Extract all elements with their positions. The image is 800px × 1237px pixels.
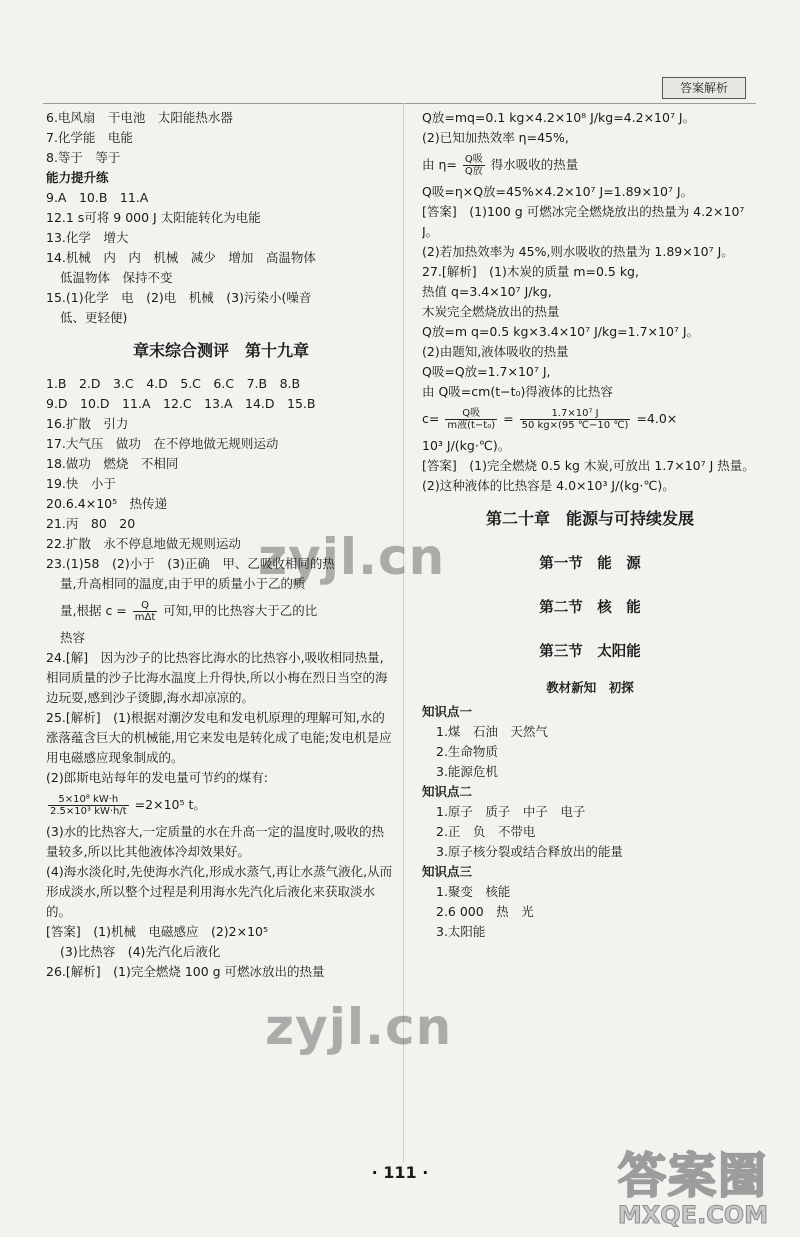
answer-line: 热值 q=3.4×10⁷ J/kg, [422,284,552,299]
subsection-heading: 教材新知 初探 [546,680,634,695]
answer-line: 15.(1)化学 电 (2)电 机械 (3)污染小(噪音 [46,290,312,305]
formula-text: = [503,411,514,426]
formula-line [422,402,758,436]
chapter-19-heading: 章末综合测评 第十九章 [132,341,309,360]
header-rule [43,103,756,104]
fraction [463,154,485,177]
formula-line [422,148,758,182]
answer-line: 1.原子 质子 中子 电子 [436,804,586,819]
answer-line: 2.生命物质 [436,744,498,759]
section-heading: 第三节 太阳能 [539,644,641,660]
formula-text: 由 η= [422,157,457,172]
answer-line: (2)已知加热效率 η=45%, [422,130,569,145]
answer-paragraph: 25.[解析] (1)根据对潮汐发电和发电机原理的理解可知,水的涨落蕴含巨大的机械能,用它来发电是转化成了电能;发电机是应用电磁感应现象制成的。 [46,710,392,765]
answer-paragraph: 24.[解] 因为沙子的比热容比海水的比热容小,吸收相同热量,相同质量的沙子比海水温度上升得快,所以小梅在烈日当空的海边玩耍,感到沙子烫脚,海水却凉凉的。 [46,650,388,705]
answer-paragraph: (2)若加热效率为 45%,则水吸收的热量为 1.89×10⁷ J。 [422,244,734,259]
answer-line: 19.快 小于 [46,476,116,491]
answer-line: 木炭完全燃烧放出的热量 [422,304,560,319]
answer-line: 23.(1)58 (2)小于 (3)正确 甲、乙吸收相同的热 [46,556,335,571]
answer-line: 量,升高相同的温度,由于甲的质量小于乙的质 [60,576,306,591]
fraction [445,408,497,431]
section-heading: 第一节 能 源 [539,556,641,572]
answer-line: 18.做功 燃烧 不相同 [46,456,179,471]
answer-line: (2)郎斯电站每年的发电量可节约的煤有: [46,770,268,785]
fraction-denominator: 2.5×10³ kW·h/t [50,806,127,817]
answer-line: 低、更轻便) [60,310,128,325]
answer-line: 7.化学能 电能 [46,130,133,145]
right-column [422,108,758,942]
fraction-denominator: Q放 [464,166,483,177]
answer-line: 17.大气压 做功 在不停地做无规则运动 [46,436,279,451]
answer-line: 2.6 000 热 光 [436,904,534,919]
answer-line: Q吸=Q放=1.7×10⁷ J, [422,364,551,379]
answer-line: Q放=m q=0.5 kg×3.4×10⁷ J/kg=1.7×10⁷ J。 [422,324,700,339]
answer-line: 9.D 10.D 11.A 12.C 13.A 14.D 15.B [46,396,316,411]
answer-line: 9.A 10.B 11.A [46,190,149,205]
answer-line: 3.太阳能 [436,924,486,939]
answer-line: 3.能源危机 [436,764,498,779]
formula-text: 可知,甲的比热容大于乙的比 [163,603,318,618]
answer-line: (3)比热容 (4)先汽化后液化 [60,944,221,959]
fraction-numerator: 5×10⁸ kW·h [48,794,129,806]
answer-line: (2)这种液体的比热容是 4.0×10³ J/(kg·℃)。 [422,478,675,493]
answer-section-tag: 答案解析 [662,77,746,99]
chapter-20-heading: 第二十章 能源与可持续发展 [485,509,694,528]
answer-paragraph: [答案] (1)完全燃烧 0.5 kg 木炭,可放出 1.7×10⁷ J 热量。 [422,458,755,473]
answer-line: 1.聚变 核能 [436,884,511,899]
answer-paragraph: (3)水的比热容大,一定质量的水在升高一定的温度时,吸收的热量较多,所以比其他液体冷却效果好。 [46,824,385,859]
answer-line: 13.化学 增大 [46,230,129,245]
formula-line [46,594,396,628]
answer-line: 由 Q吸=cm(t−t₀)得液体的比热容 [422,384,613,399]
fraction-denominator: 50 kg×(95 ℃−10 ℃) [521,420,629,431]
fraction-numerator: Q [133,600,158,612]
answer-line: 14.机械 内 内 机械 减少 增加 高温物体 [46,250,316,265]
fraction-numerator: Q吸 [464,154,483,165]
logo-title: 答案圈 [617,1148,768,1204]
answer-paragraph: (4)海水淡化时,先使海水汽化,形成水蒸气,再让水蒸气液化,从而形成淡水,所以整个过程是利用海水先汽化后液化来获取淡水的。 [46,864,393,919]
formula-line [46,788,396,822]
formula-text: c= [422,411,440,426]
page-number: · 111 · [371,1163,429,1182]
knowledge-point-heading: 知识点三 [422,864,473,879]
answer-line: 1.B 2.D 3.C 4.D 5.C 6.C 7.B 8.B [46,376,301,391]
fraction [48,794,129,817]
answer-line: 热容 [60,630,86,645]
watermark: zyjl.cn [258,528,446,586]
answer-line: 10³ J/(kg·℃)。 [422,438,511,453]
answer-line: 3.原子核分裂或结合释放出的能量 [436,844,623,859]
formula-text: 量,根据 c = [60,603,127,618]
fraction-numerator: 1.7×10⁷ J [520,408,631,420]
answer-line: 16.扩散 引力 [46,416,129,431]
logo-domain: MXQE.COM [617,1201,769,1229]
section-heading: 第二节 核 能 [539,600,641,616]
answer-line: 1.煤 石油 天然气 [436,724,548,739]
fraction [133,600,158,623]
answer-line: 27.[解析] (1)木炭的质量 m=0.5 kg, [422,264,639,279]
section-heading: 能力提升练 [46,170,109,185]
knowledge-point-heading: 知识点二 [422,784,473,799]
answer-line: 20.6.4×10⁵ 热传递 [46,496,168,511]
answer-line: 8.等于 等于 [46,150,121,165]
formula-text: =2×10⁵ t。 [134,797,206,812]
answer-paragraph: [答案] (1)100 g 可燃冰完全燃烧放出的热量为 4.2×10⁷ J。 [422,204,745,239]
answer-line: 低温物体 保持不变 [60,270,173,285]
answer-line: [答案] (1)机械 电磁感应 (2)2×10⁵ [46,924,269,939]
fraction [520,408,631,431]
answer-line: 6.电风扇 干电池 太阳能热水器 [46,110,233,125]
answer-line: 21.丙 80 20 [46,516,136,531]
answer-line: 22.扩散 永不停息地做无规则运动 [46,536,241,551]
answer-line: 2.正 负 不带电 [436,824,536,839]
answer-line: 12.1 s可将 9 000 J 太阳能转化为电能 [46,210,261,225]
knowledge-point-heading: 知识点一 [422,704,473,719]
fraction-numerator: Q吸 [445,408,497,420]
watermark: zyjl.cn [265,998,453,1056]
site-logo [598,1150,788,1230]
answer-line: 26.[解析] (1)完全燃烧 100 g 可燃冰放出的热量 [46,964,325,979]
answer-line: Q吸=η×Q放=45%×4.2×10⁷ J=1.89×10⁷ J。 [422,184,694,199]
answer-line: (2)由题知,液体吸收的热量 [422,344,569,359]
fraction-denominator: mΔt [134,612,156,623]
formula-text: 得水吸收的热量 [490,157,579,172]
formula-text: =4.0× [636,411,678,426]
answer-line: Q放=mq=0.1 kg×4.2×10⁸ J/kg=4.2×10⁷ J。 [422,110,696,125]
fraction-denominator: m液(t−t₀) [447,420,496,431]
